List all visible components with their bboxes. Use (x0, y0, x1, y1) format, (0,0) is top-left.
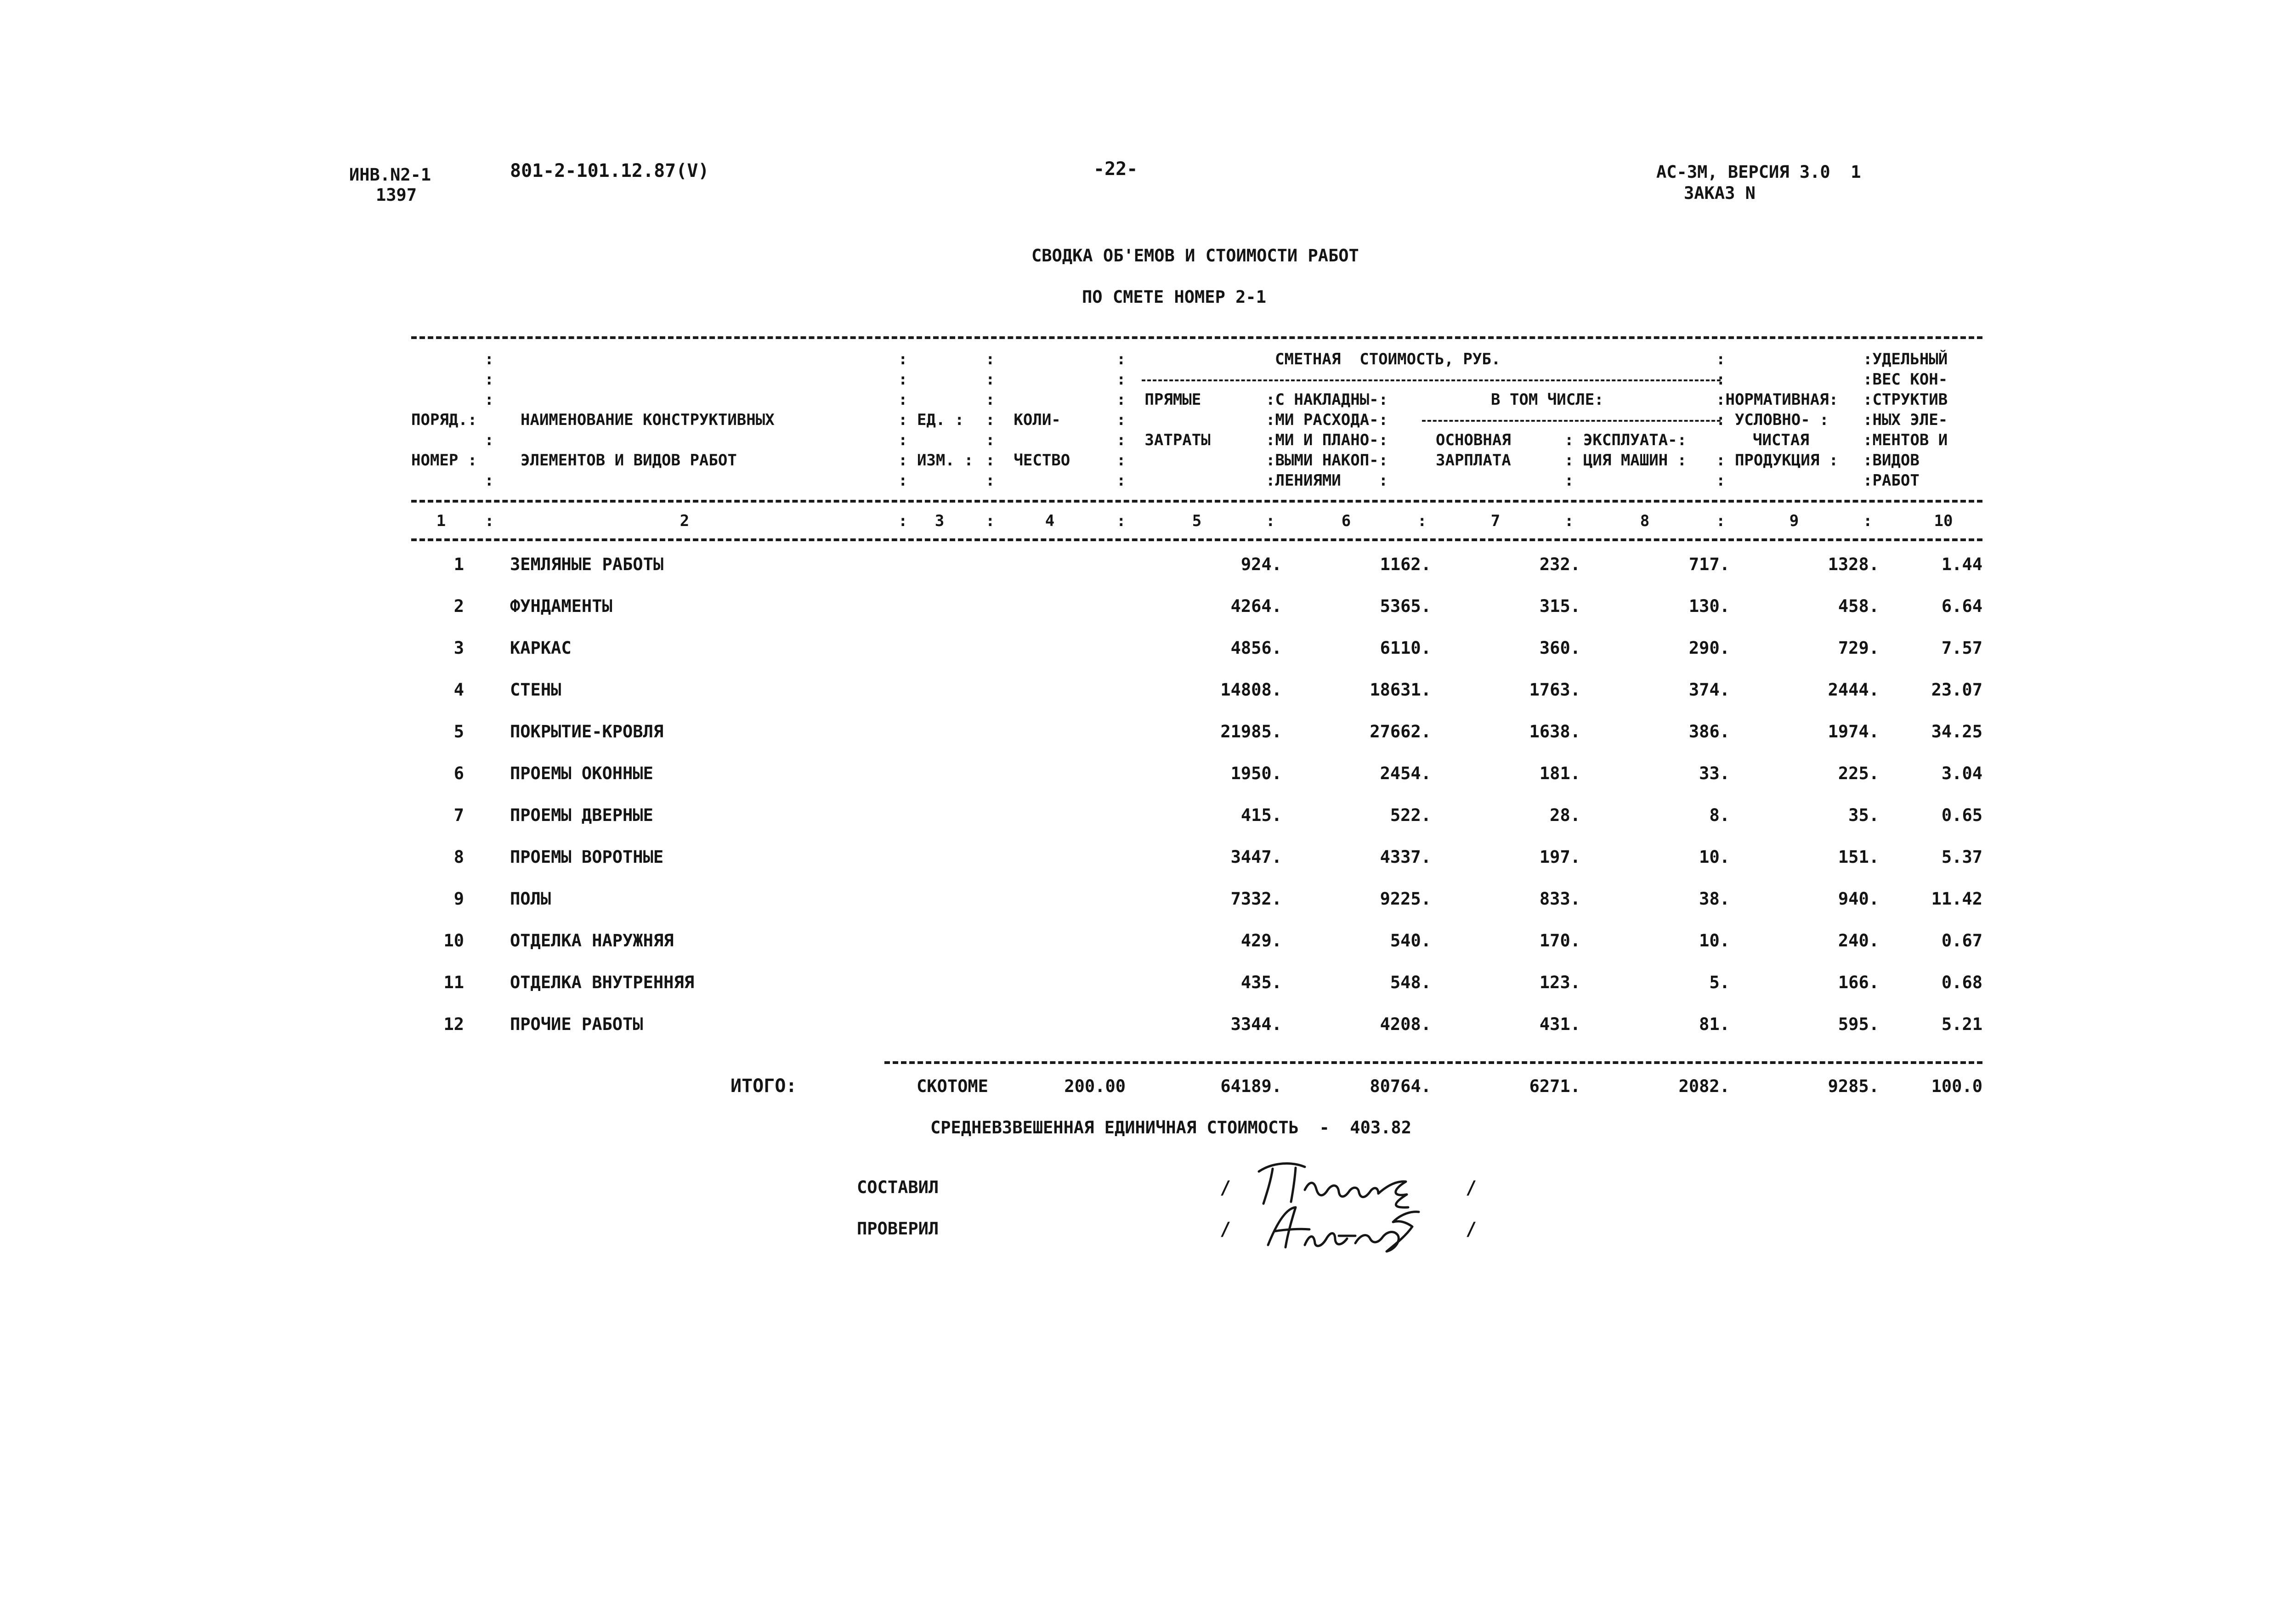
net-production-cell: 2444. (1828, 680, 1879, 700)
base-salary-cell: 181. (1539, 764, 1580, 783)
head-col-4-line: : (985, 390, 995, 409)
head-col-1-line: : (484, 370, 494, 389)
head-col-5-line: : (1116, 350, 1126, 368)
base-salary-cell: 1763. (1529, 680, 1580, 700)
head-col-3-line: : (898, 370, 908, 389)
base-salary-cell: 1638. (1529, 722, 1580, 741)
row-number: 1 (453, 555, 464, 574)
head-col-4-line: : (985, 350, 995, 368)
overhead-costs-cell: 2454. (1380, 764, 1431, 783)
head-col-10-line: :СТРУКТИВ (1863, 390, 1948, 409)
machine-costs-cell: 10. (1699, 931, 1730, 951)
signature-slash: / (1466, 1177, 1477, 1199)
direct-costs-cell: 7332. (1230, 889, 1282, 909)
net-production-cell: 1328. (1828, 555, 1879, 574)
checked-signature (1268, 1207, 1419, 1251)
head-col-10-line: :МЕНТОВ И (1863, 431, 1948, 449)
including-title: В ТОМ ЧИСЛЕ: (1491, 390, 1604, 409)
row-number: 12 (443, 1014, 464, 1034)
overhead-costs-cell: 5365. (1380, 596, 1431, 616)
head-col-2-line: НАИМЕНОВАНИЕ КОНСТРУКТИВНЫХ (521, 411, 775, 429)
head-col-6-line: :МИ И ПЛАНО-: (1266, 431, 1388, 449)
row-number: 8 (453, 847, 464, 867)
share-cell: 5.37 (1941, 847, 1982, 867)
total-quantity: 200.00 (1064, 1076, 1126, 1096)
base-salary-cell: 431. (1539, 1014, 1580, 1034)
machine-costs-cell: 386. (1688, 722, 1730, 741)
cost-group-title: СМЕТНАЯ СТОИМОСТЬ, РУБ. (1275, 350, 1501, 368)
work-name: ПРОЕМЫ ОКОННЫЕ (510, 764, 653, 783)
col-separator: : (1266, 512, 1275, 530)
head-col-1-line: ПОРЯД.: (411, 411, 477, 429)
direct-costs-cell: 3447. (1230, 847, 1282, 867)
head-col-3-line: : ИЗМ. : (898, 451, 974, 470)
head-col-10-line: :ВЕС КОН- (1863, 370, 1948, 389)
machine-costs-cell: 33. (1699, 764, 1730, 783)
col-number: 5 (1192, 512, 1202, 530)
share-cell: 7.57 (1941, 638, 1982, 658)
col-separator: : (485, 512, 494, 530)
head-col-8-line: : (1564, 471, 1574, 490)
col-number: 3 (934, 512, 945, 530)
head-bottom-rule (411, 500, 1982, 503)
machine-costs-cell: 717. (1688, 555, 1730, 574)
col-separator: : (1116, 512, 1126, 530)
machine-costs-cell: 290. (1688, 638, 1730, 658)
col-separator: : (898, 512, 908, 530)
direct-costs-cell: 429. (1240, 931, 1282, 951)
overhead-costs-cell: 4208. (1380, 1014, 1431, 1034)
col-separator: : (1716, 512, 1726, 530)
work-name: КАРКАС (510, 638, 572, 658)
row-number: 10 (443, 931, 464, 951)
head-col-6-line: :ВЫМИ НАКОП-: (1266, 451, 1388, 470)
head-col-3-line: : ЕД. : (898, 411, 964, 429)
work-name: ЗЕМЛЯНЫЕ РАБОТЫ (510, 555, 664, 574)
base-salary-cell: 232. (1539, 555, 1580, 574)
overhead-costs-cell: 548. (1390, 973, 1431, 992)
cost-group-rule (1142, 379, 1721, 381)
head-col-3-line: : (898, 350, 908, 368)
head-col-1-line: : (484, 471, 494, 490)
numbers-bottom-rule (411, 538, 1982, 541)
work-name: ПРОЕМЫ ДВЕРНЫЕ (510, 805, 653, 825)
net-production-cell: 240. (1838, 931, 1879, 951)
signature-slash: / (1220, 1219, 1231, 1240)
col-separator: : (1417, 512, 1427, 530)
overhead-costs-cell: 18631. (1370, 680, 1431, 700)
share-cell: 5.21 (1941, 1014, 1982, 1034)
direct-costs-cell: 3344. (1230, 1014, 1282, 1034)
overhead-costs-cell: 27662. (1370, 722, 1431, 741)
head-col-9-line: ЧИСТАЯ (1753, 431, 1809, 449)
head-col-10-line: :ВИДОВ (1863, 451, 1920, 470)
total-machine-costs: 2082. (1678, 1076, 1730, 1096)
overhead-costs-cell: 9225. (1380, 889, 1431, 909)
row-number: 7 (453, 805, 464, 825)
work-name: ПРОЧИЕ РАБОТЫ (510, 1014, 643, 1034)
checked-by-label: ПРОВЕРИЛ (857, 1219, 939, 1239)
head-col-3-line: : (898, 431, 908, 449)
machine-costs-cell: 10. (1699, 847, 1730, 867)
document-subtitle: ПО СМЕТЕ НОМЕР 2-1 (1082, 287, 1266, 307)
net-production-cell: 729. (1838, 638, 1879, 658)
head-col-9-line: : (1716, 370, 1726, 389)
base-salary-cell: 28. (1550, 805, 1580, 825)
overhead-costs-cell: 6110. (1380, 638, 1431, 658)
share-cell: 6.64 (1941, 596, 1982, 616)
head-col-10-line: :УДЕЛЬНЫЙ (1863, 350, 1948, 368)
share-cell: 23.07 (1931, 680, 1982, 700)
total-rule (884, 1061, 1982, 1064)
head-col-5-line: : ЗАТРАТЫ (1116, 431, 1211, 449)
total-direct-costs: 64189. (1220, 1076, 1282, 1096)
share-cell: 1.44 (1941, 555, 1982, 574)
head-col-6-line: :С НАКЛАДНЫ-: (1266, 390, 1388, 409)
share-cell: 0.68 (1941, 973, 1982, 992)
net-production-cell: 35. (1848, 805, 1879, 825)
col-number: 4 (1045, 512, 1055, 530)
row-number: 9 (453, 889, 464, 909)
head-col-5-line: : (1116, 370, 1126, 389)
head-col-5-line: : (1116, 471, 1126, 490)
head-col-6-line: :МИ РАСХОДА-: (1266, 411, 1388, 429)
base-salary-cell: 360. (1539, 638, 1580, 658)
row-number: 3 (453, 638, 464, 658)
head-col-9-line: : (1716, 471, 1726, 490)
compiled-by-label: СОСТАВИЛ (857, 1177, 939, 1197)
base-salary-cell: 197. (1539, 847, 1580, 867)
head-col-6-line: :ЛЕНИЯМИ : (1266, 471, 1388, 490)
direct-costs-cell: 435. (1240, 973, 1282, 992)
head-col-1-line: : (484, 390, 494, 409)
signature-slash: / (1220, 1177, 1231, 1199)
col-number: 7 (1490, 512, 1501, 530)
head-col-9-line: :НОРМАТИВНАЯ: (1716, 390, 1839, 409)
base-salary-cell: 315. (1539, 596, 1580, 616)
share-cell: 34.25 (1931, 722, 1982, 741)
work-name: ФУНДАМЕНТЫ (510, 596, 612, 616)
head-col-7-line: ЗАРПЛАТА (1436, 451, 1511, 470)
base-salary-cell: 170. (1539, 931, 1580, 951)
compiled-signature (1259, 1164, 1408, 1208)
base-salary-cell: 123. (1539, 973, 1580, 992)
signature-slash: / (1466, 1219, 1477, 1240)
col-number: 10 (1934, 512, 1953, 530)
work-name: ПОЛЫ (510, 889, 551, 909)
handwritten-signatures (1240, 1153, 1443, 1254)
order-number-label: ЗАКАЗ N (1684, 183, 1756, 203)
head-col-5-line: : (1116, 411, 1126, 429)
net-production-cell: 166. (1838, 973, 1879, 992)
machine-costs-cell: 130. (1688, 596, 1730, 616)
head-col-7-line: ОСНОВНАЯ (1436, 431, 1511, 449)
direct-costs-cell: 4264. (1230, 596, 1282, 616)
work-name: СТЕНЫ (510, 680, 561, 700)
overhead-costs-cell: 540. (1390, 931, 1431, 951)
overhead-costs-cell: 1162. (1380, 555, 1431, 574)
net-production-cell: 595. (1838, 1014, 1879, 1034)
col-number: 8 (1640, 512, 1650, 530)
head-col-4-line: : (985, 471, 995, 490)
overhead-costs-cell: 522. (1390, 805, 1431, 825)
machine-costs-cell: 5. (1709, 973, 1730, 992)
machine-costs-cell: 38. (1699, 889, 1730, 909)
col-number: 9 (1789, 512, 1799, 530)
share-cell: 3.04 (1941, 764, 1982, 783)
page-number: -22- (1093, 158, 1138, 180)
row-number: 5 (453, 722, 464, 741)
row-number: 2 (453, 596, 464, 616)
row-number: 6 (453, 764, 464, 783)
head-col-2-line: ЭЛЕМЕНТОВ И ВИДОВ РАБОТ (521, 451, 737, 470)
direct-costs-cell: 21985. (1220, 722, 1282, 741)
direct-costs-cell: 924. (1240, 555, 1282, 574)
head-col-1-line: : (484, 350, 494, 368)
net-production-cell: 1974. (1828, 722, 1879, 741)
head-col-4-line: : ЧЕСТВО (985, 451, 1070, 470)
net-production-cell: 458. (1838, 596, 1879, 616)
head-col-5-line: : ПРЯМЫЕ (1116, 390, 1201, 409)
head-col-4-line: : (985, 370, 995, 389)
share-cell: 0.67 (1941, 931, 1982, 951)
table-top-rule (411, 336, 1982, 339)
head-col-10-line: :РАБОТ (1863, 471, 1920, 490)
machine-costs-cell: 374. (1688, 680, 1730, 700)
work-name: ОТДЕЛКА ВНУТРЕННЯЯ (510, 973, 694, 992)
base-salary-cell: 833. (1539, 889, 1580, 909)
head-col-3-line: : (898, 390, 908, 409)
total-base-salary: 6271. (1529, 1076, 1580, 1096)
document-title: СВОДКА ОБ'ЕМОВ И СТОИМОСТИ РАБОТ (1031, 246, 1359, 266)
direct-costs-cell: 415. (1240, 805, 1282, 825)
head-col-1-line: НОМЕР : (411, 451, 477, 470)
machine-costs-cell: 8. (1709, 805, 1730, 825)
inventory-label: ИНВ.N2-1 (349, 165, 431, 185)
head-col-1-line: : (484, 431, 494, 449)
head-col-4-line: : КОЛИ- (985, 411, 1061, 429)
including-rule (1422, 420, 1721, 422)
net-production-cell: 225. (1838, 764, 1879, 783)
head-col-9-line: : УСЛОВНО- : (1716, 411, 1829, 429)
head-col-8-line: : ЦИЯ МАШИН : (1564, 451, 1687, 470)
head-col-3-line: : (898, 471, 908, 490)
head-col-8-line: : ЭКСПЛУАТА-: (1564, 431, 1687, 449)
work-name: ПОКРЫТИЕ-КРОВЛЯ (510, 722, 664, 741)
weighted-average-cost: СРЕДНЕВЗВЕШЕННАЯ ЕДИНИЧНАЯ СТОИМОСТЬ - 403.82 (930, 1118, 1411, 1137)
head-col-9-line: : ПРОДУКЦИЯ : (1716, 451, 1839, 470)
total-share: 100.0 (1931, 1076, 1982, 1096)
direct-costs-cell: 14808. (1220, 680, 1282, 700)
col-number: 6 (1341, 512, 1351, 530)
program-version: АС-3М, ВЕРСИЯ 3.0 1 (1656, 162, 1861, 182)
col-number: 1 (436, 512, 446, 530)
share-cell: 11.42 (1931, 889, 1982, 909)
document-code: 801-2-101.12.87(V) (510, 160, 709, 181)
share-cell: 0.65 (1941, 805, 1982, 825)
net-production-cell: 940. (1838, 889, 1879, 909)
row-number: 11 (443, 973, 464, 992)
col-separator: : (1564, 512, 1574, 530)
total-net-production: 9285. (1828, 1076, 1879, 1096)
work-name: ПРОЕМЫ ВОРОТНЫЕ (510, 847, 664, 867)
col-number: 2 (680, 512, 690, 530)
head-col-10-line: :НЫХ ЭЛЕ- (1863, 411, 1948, 429)
net-production-cell: 151. (1838, 847, 1879, 867)
overhead-costs-cell: 4337. (1380, 847, 1431, 867)
head-col-9-line: : (1716, 350, 1726, 368)
head-col-5-line: : (1116, 451, 1126, 470)
total-unit: СКОТОМЕ (917, 1076, 988, 1096)
total-label: ИТОГО: (731, 1075, 797, 1097)
col-separator: : (985, 512, 995, 530)
total-overhead-costs: 80764. (1370, 1076, 1431, 1096)
machine-costs-cell: 81. (1699, 1014, 1730, 1034)
row-number: 4 (453, 680, 464, 700)
work-name: ОТДЕЛКА НАРУЖНЯЯ (510, 931, 674, 951)
head-col-4-line: : (985, 431, 995, 449)
direct-costs-cell: 4856. (1230, 638, 1282, 658)
direct-costs-cell: 1950. (1230, 764, 1282, 783)
col-separator: : (1863, 512, 1873, 530)
inventory-number: 1397 (376, 185, 417, 205)
